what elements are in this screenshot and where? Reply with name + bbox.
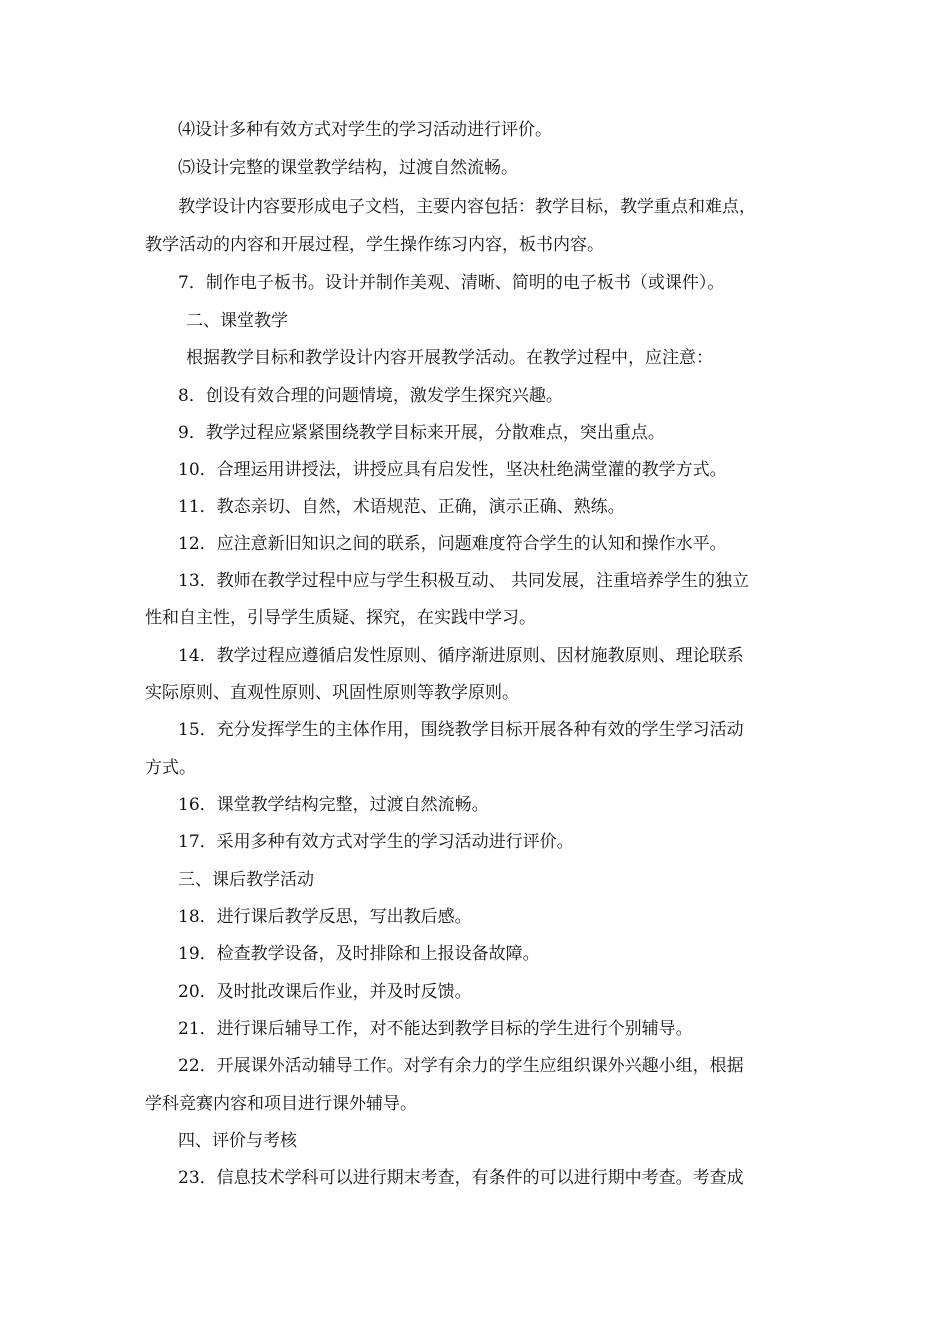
text-line: 实际原则、直观性原则、巩固性原则等教学原则。 [145, 683, 519, 703]
text-line: 性和自主性，引导学生质疑、探究，在实践中学习。 [145, 608, 536, 628]
text-line: 10．合理运用讲授法，讲授应具有启发性，坚决杜绝满堂灌的教学方式。 [178, 460, 727, 480]
section-heading: 二、课堂教学 [186, 311, 288, 331]
text-line: 18．进行课后教学反思，写出教后感。 [178, 907, 472, 927]
text-line: 22．开展课外活动辅导工作。对学有余力的学生应组织课外兴趣小组，根据 [178, 1056, 744, 1076]
text-line: 学科竞赛内容和项目进行课外辅导。 [145, 1094, 417, 1114]
text-line: 11．教态亲切、自然，术语规范、正确，演示正确、熟练。 [178, 497, 625, 517]
text-line: 根据教学目标和教学设计内容开展教学活动。在教学过程中，应注意： [186, 348, 713, 368]
text-line: 19．检查教学设备，及时排除和上报设备故障。 [178, 944, 540, 964]
text-line: 21．进行课后辅导工作，对不能达到教学目标的学生进行个别辅导。 [178, 1019, 693, 1039]
text-line: 9．教学过程应紧紧围绕教学目标来开展，分散难点，突出重点。 [178, 423, 665, 443]
text-line: ⑷设计多种有效方式对学生的学习活动进行评价。 [178, 120, 552, 140]
text-line: 13．教师在教学过程中应与学生积极互动、 共同发展，注重培养学生的独立 [178, 571, 750, 591]
section-heading: 四、评价与考核 [178, 1131, 297, 1151]
text-line: ⑸设计完整的课堂教学结构，过渡自然流畅。 [178, 158, 518, 178]
text-line: 23．信息技术学科可以进行期末考查，有条件的可以进行期中考查。考查成 [178, 1168, 744, 1188]
text-line: 教学活动的内容和开展过程，学生操作练习内容，板书内容。 [145, 235, 604, 255]
text-line: 8．创设有效合理的问题情境，激发学生探究兴趣。 [178, 386, 563, 406]
text-line: 16．课堂教学结构完整，过渡自然流畅。 [178, 795, 489, 815]
text-line: 14．教学过程应遵循启发性原则、循序渐进原则、因材施教原则、理论联系 [178, 646, 744, 666]
text-line: 17．采用多种有效方式对学生的学习活动进行评价。 [178, 832, 574, 852]
section-heading: 三、课后教学活动 [178, 870, 314, 890]
text-line: 教学设计内容要形成电子文档，主要内容包括：教学目标，教学重点和难点， [178, 197, 756, 217]
text-line: 15．充分发挥学生的主体作用，围绕教学目标开展各种有效的学生学习活动 [178, 720, 744, 740]
text-line: 7．制作电子板书。设计并制作美观、清晰、简明的电子板书（或课件）。 [178, 273, 725, 293]
text-line: 12．应注意新旧知识之间的联系，问题难度符合学生的认知和操作水平。 [178, 534, 727, 554]
text-line: 方式。 [145, 758, 196, 778]
text-line: 20．及时批改课后作业，并及时反馈。 [178, 982, 472, 1002]
